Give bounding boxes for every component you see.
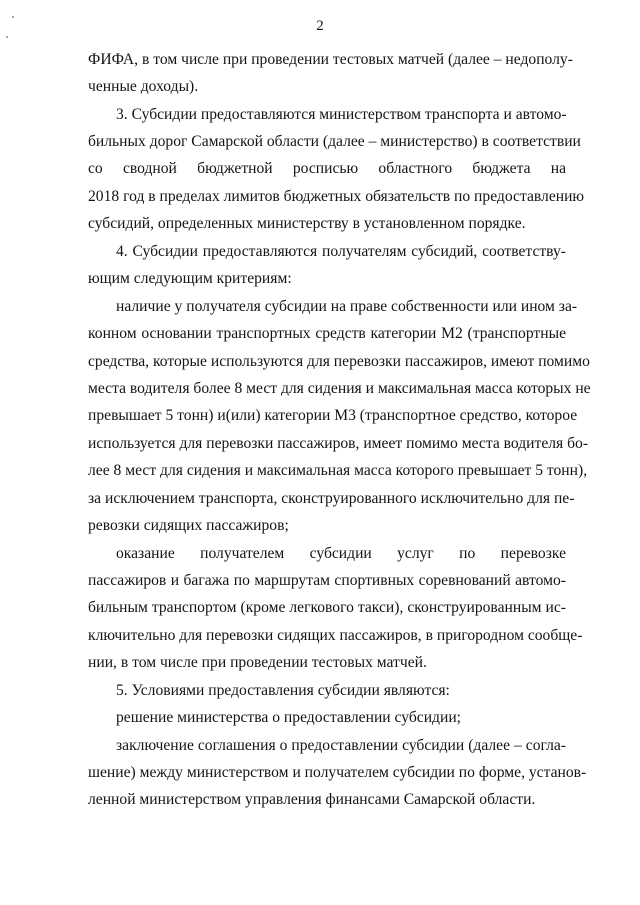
paragraph-3-line: 3. Субсидии предоставляются министерством транспорта и автомо- (116, 106, 567, 123)
text-line: лее 8 мест для сидения и максимальная масса которого превышает 5 тонн), (88, 462, 588, 479)
paragraph-4-line: 4. Субсидии предоставляются получателям субсидий, соответству- (116, 243, 566, 260)
condition-1-line: решение министерства о предоставлении субсидии; (116, 709, 462, 726)
condition-2-line: заключение соглашения о предоставлении субсидии (далее – согла- (116, 737, 566, 754)
text-line: ФИФА, в том числе при проведении тестовых матчей (далее – недополу- (88, 51, 573, 68)
text-line: ключительно для перевозки сидящих пассажиров, в пригородном сообще- (88, 627, 583, 644)
paragraph-5-line: 5. Условиями предоставления субсидии являются: (116, 682, 450, 699)
text-line: бильных дорог Самарской области (далее – министерство) в соответствии (88, 133, 581, 150)
text-line: нии, в том числе при проведении тестовых матчей. (88, 654, 427, 671)
text-line: пассажиров и багажа по маршрутам спортивных соревнований автомо- (88, 572, 566, 589)
text-line: места водителя более 8 мест для сидения и максимальная масса которых не (88, 380, 591, 397)
text-line: шение) между министерством и получателем субсидии по форме, установ- (88, 764, 587, 781)
scan-speck (12, 16, 14, 18)
text-line: со сводной бюджетной росписью областного бюджета на (88, 160, 566, 177)
text-line: конном основании транспортных средств категории М2 (транспортные (88, 325, 566, 342)
text-line: ревозки сидящих пассажиров; (88, 517, 289, 534)
text-line: субсидий, определенных министерству в установленном порядке. (88, 215, 526, 232)
page-number: 2 (316, 18, 324, 34)
criterion-1-line: наличие у получателя субсидии на праве собственности или ином за- (116, 298, 578, 315)
text-line: превышает 5 тонн) и(или) категории М3 (транспортное средство, которое (88, 407, 578, 424)
text-line: ленной министерством управления финансами Самарской области. (88, 791, 536, 808)
text-line: 2018 год в пределах лимитов бюджетных обязательств по предоставлению (88, 188, 585, 205)
text-line: средства, которые используются для перевозки пассажиров, имеют помимо (88, 353, 590, 370)
text-line: за исключением транспорта, сконструированного исключительно для пе- (88, 490, 575, 507)
text-line: бильным транспортом (кроме легкового такси), сконструированным ис- (88, 599, 566, 616)
text-line: ющим следующим критериям: (88, 270, 292, 287)
text-line: ченные доходы). (88, 78, 199, 95)
criterion-2-line: оказание получателем субсидии услуг по перевозке (116, 545, 566, 562)
scan-speck (6, 36, 8, 38)
text-line: используется для перевозки пассажиров, имеет помимо места водителя бо- (88, 435, 589, 452)
